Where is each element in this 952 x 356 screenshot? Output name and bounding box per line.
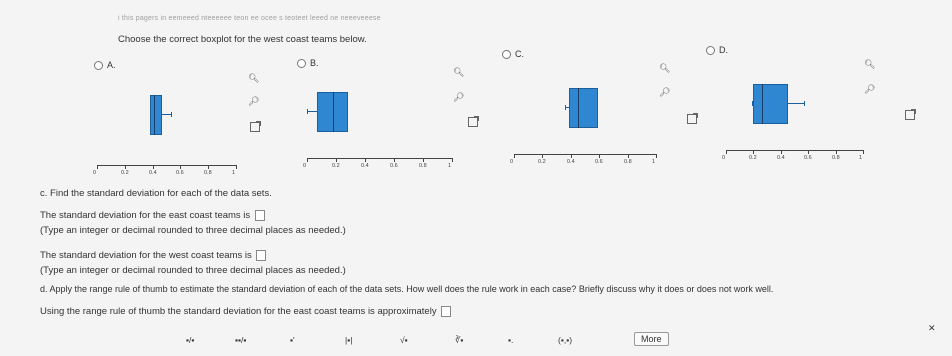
x-axis-tick-label: 0.2 — [538, 159, 546, 165]
x-axis-tick-label: 0.2 — [332, 163, 340, 169]
iqr-box — [753, 84, 788, 124]
x-axis-tick-label: 1 — [448, 163, 452, 169]
iqr-box — [569, 88, 598, 128]
x-axis-tick — [236, 165, 237, 169]
mixed-number-button[interactable]: ▪▪/▪ — [235, 335, 247, 345]
option-d-radio[interactable] — [706, 45, 728, 55]
option-a-label: A. — [107, 60, 116, 70]
west-sd-note: (Type an integer or decimal rounded to three decimal places as needed.) — [40, 265, 346, 276]
whisker-cap-min — [307, 109, 308, 114]
x-axis-tick — [365, 158, 366, 162]
x-axis-tick-label: 0.2 — [121, 170, 129, 176]
question-instruction: Choose the correct boxplot for the west coast teams below. — [118, 34, 367, 45]
boxplot-b — [303, 92, 453, 172]
radio-circle[interactable] — [94, 61, 103, 70]
whisker-cap-max — [804, 101, 805, 106]
part-d-heading: d. Apply the range rule of thumb to estimate the standard deviation of each of the data sets. How well does the rule work in each case? Briefly discuss why it does or does not work well. — [40, 284, 774, 294]
radio-circle[interactable] — [502, 50, 511, 59]
x-axis-tick-label: 0 — [93, 170, 97, 176]
fraction-button[interactable]: ▪/▪ — [186, 335, 195, 345]
west-sd-input[interactable] — [256, 250, 266, 261]
decimal-button[interactable]: ▪. — [508, 335, 514, 345]
x-axis-tick — [628, 154, 629, 158]
x-axis-tick-label: 0.4 — [777, 155, 785, 161]
close-icon[interactable]: ✕ — [928, 323, 936, 333]
x-axis-tick — [180, 165, 181, 169]
exponent-button[interactable]: ▪' — [290, 335, 295, 345]
x-axis-line — [726, 150, 864, 151]
x-axis-tick-label: 1 — [652, 159, 656, 165]
x-axis-tick-label: 0.6 — [595, 159, 603, 165]
x-axis-tick-label: 0.8 — [624, 159, 632, 165]
x-axis-tick — [394, 158, 395, 162]
radio-circle[interactable] — [706, 46, 715, 55]
x-axis-tick-label: 0.4 — [361, 163, 369, 169]
x-axis-tick — [153, 165, 154, 169]
east-sd-row — [40, 210, 265, 221]
option-d-label: D. — [719, 45, 728, 55]
range-rule-prompt: Using the range rule of thumb the standard deviation for the east coast teams is approximately — [40, 306, 437, 318]
open-external-icon[interactable] — [905, 110, 915, 120]
boxplot-a — [93, 95, 237, 179]
x-axis-tick-label: 0 — [303, 163, 307, 169]
median-line — [333, 92, 334, 132]
x-axis-tick — [808, 150, 809, 154]
square-root-button[interactable]: √▪ — [400, 335, 408, 345]
whisker-cap-max — [171, 112, 172, 117]
west-sd-prompt: The standard deviation for the west coast teams is — [40, 250, 252, 262]
option-c-radio[interactable] — [502, 49, 524, 59]
whisker-left — [307, 111, 317, 112]
x-axis-line — [307, 158, 453, 159]
iqr-box — [150, 95, 162, 135]
zoom-out-icon[interactable]: 🔎︎ — [248, 96, 260, 106]
x-axis-tick — [726, 150, 727, 154]
x-axis-tick — [656, 154, 657, 158]
part-c-heading: c. Find the standard deviation for each of the data sets. — [40, 188, 272, 199]
x-axis-line — [514, 154, 657, 155]
x-axis-tick-label: 0.6 — [390, 163, 398, 169]
east-sd-prompt: The standard deviation for the east coast teams is — [40, 210, 251, 222]
east-sd-input[interactable] — [255, 210, 265, 221]
x-axis-tick — [97, 165, 98, 169]
faint-header: i this pagers in eemeeed nteeeeee teon ee ocee s teoteet leeed ne neeeveeese — [118, 15, 381, 22]
whisker-cap-min — [565, 105, 566, 110]
x-axis-tick — [599, 154, 600, 158]
zoom-in-icon[interactable]: 🔍︎ — [864, 59, 876, 69]
x-axis-tick-label: 0.8 — [832, 155, 840, 161]
west-sd-row — [40, 250, 266, 261]
option-a-radio[interactable] — [94, 60, 116, 70]
x-axis-line — [97, 165, 237, 166]
x-axis-tick — [208, 165, 209, 169]
boxplot-d — [722, 84, 864, 164]
x-axis-tick — [125, 165, 126, 169]
x-axis-tick-label: 0.8 — [419, 163, 427, 169]
x-axis-tick-label: 0.4 — [567, 159, 575, 165]
x-axis-tick — [781, 150, 782, 154]
east-sd-note: (Type an integer or decimal rounded to three decimal places as needed.) — [40, 225, 346, 236]
x-axis-tick-label: 1 — [859, 155, 863, 161]
radio-circle[interactable] — [297, 59, 306, 68]
whisker-right — [786, 103, 804, 104]
option-b-label: B. — [310, 58, 319, 68]
x-axis-tick-label: 0 — [722, 155, 726, 161]
x-axis-tick-label: 0.8 — [204, 170, 212, 176]
open-external-icon[interactable] — [468, 117, 478, 127]
zoom-in-icon[interactable]: 🔍︎ — [453, 67, 465, 77]
median-line — [762, 84, 763, 124]
range-rule-input[interactable] — [441, 306, 451, 317]
cube-root-button[interactable]: ∛▪ — [455, 335, 464, 345]
x-axis-tick-label: 0.6 — [176, 170, 184, 176]
x-axis-tick — [307, 158, 308, 162]
more-button[interactable]: More — [634, 332, 669, 346]
absolute-value-button[interactable]: |▪| — [345, 335, 353, 345]
x-axis-tick — [336, 158, 337, 162]
zoom-out-icon[interactable]: 🔎︎ — [659, 87, 671, 97]
x-axis-tick — [753, 150, 754, 154]
x-axis-tick — [571, 154, 572, 158]
ordered-pair-button[interactable]: (▪,▪) — [558, 335, 573, 345]
x-axis-tick-label: 0.2 — [749, 155, 757, 161]
boxplot-c — [510, 88, 657, 168]
option-b-radio[interactable] — [297, 58, 319, 68]
x-axis-tick — [836, 150, 837, 154]
x-axis-tick — [452, 158, 453, 162]
open-external-icon[interactable] — [250, 122, 260, 132]
open-external-icon[interactable] — [687, 114, 697, 124]
x-axis-tick — [542, 154, 543, 158]
option-c-label: C. — [515, 49, 524, 59]
zoom-in-icon[interactable]: 🔍︎ — [659, 63, 671, 73]
range-rule-row — [40, 306, 451, 317]
x-axis-tick-label: 1 — [232, 170, 236, 176]
zoom-out-icon[interactable]: 🔎︎ — [453, 92, 465, 102]
x-axis-tick-label: 0 — [510, 159, 514, 165]
x-axis-tick — [423, 158, 424, 162]
x-axis-tick-label: 0.6 — [804, 155, 812, 161]
x-axis-tick — [863, 150, 864, 154]
x-axis-tick — [514, 154, 515, 158]
zoom-out-icon[interactable]: 🔎︎ — [864, 84, 876, 94]
median-line — [154, 95, 155, 135]
median-line — [578, 88, 579, 128]
zoom-in-icon[interactable]: 🔍︎ — [248, 73, 260, 83]
x-axis-tick-label: 0.4 — [149, 170, 157, 176]
